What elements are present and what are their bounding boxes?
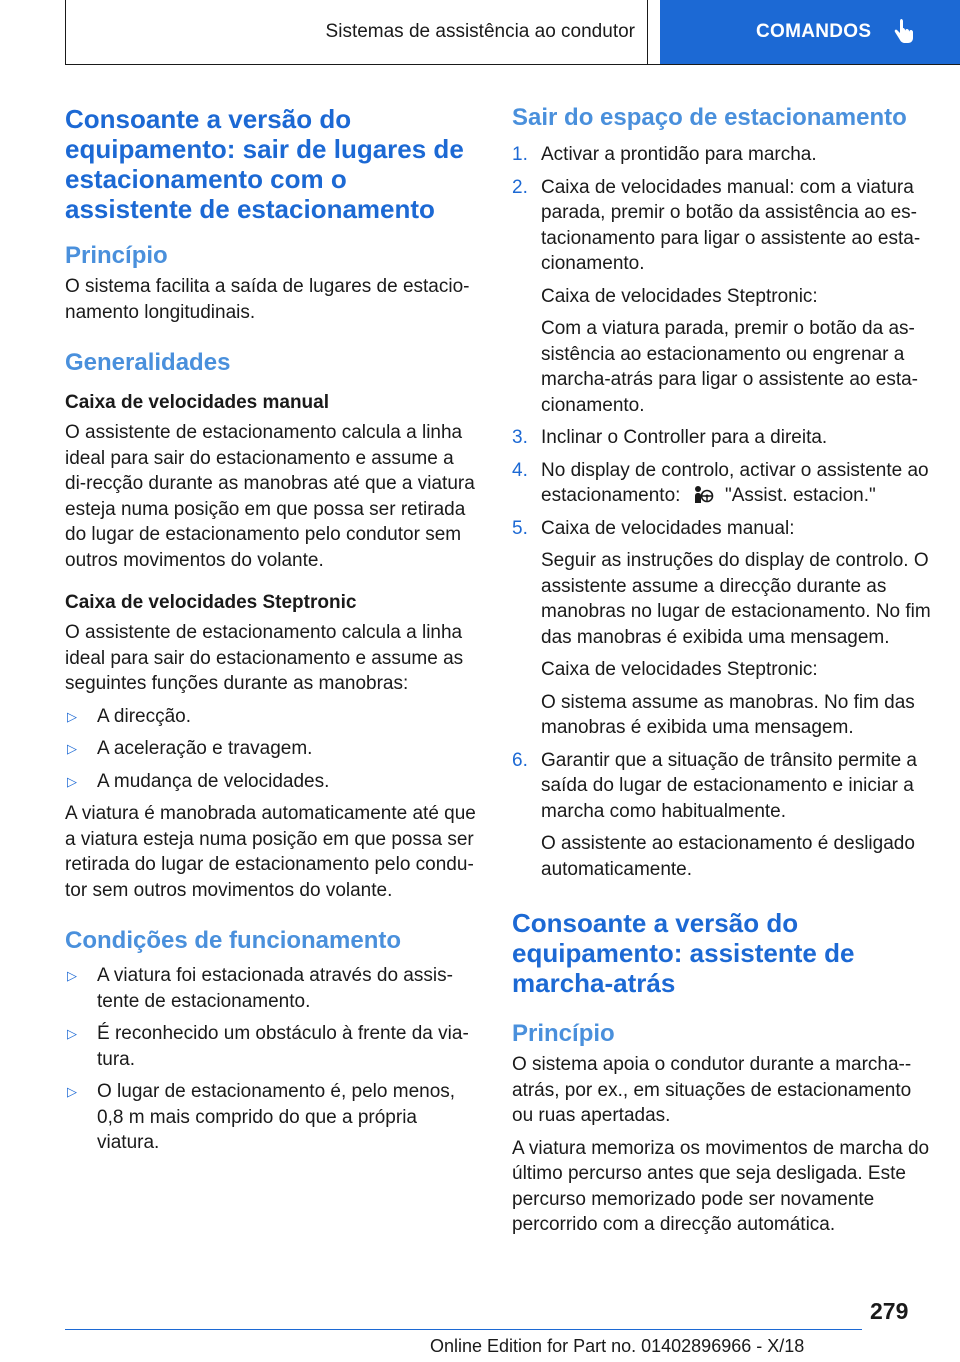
heading-principle-reverse: Princípio <box>512 1020 615 1047</box>
footer-rule <box>65 1329 862 1330</box>
manual-gearbox-text: O assistente de estacionamento calcula a linha ideal para sair do estacionamento e assume a di-recção durante as manobras até que a viatura esteja numa posição em que possa ser retirada do lugar de estacionamento pelo condutor sem outros movimentos do volante. <box>65 422 475 571</box>
list-item: ▷ A direcção. <box>65 704 480 730</box>
heading-manual-gearbox: Caixa de velocidades manual <box>65 392 330 413</box>
hand-pointing-down-icon <box>893 19 915 45</box>
bullet-triangle-icon: ▷ <box>67 1026 77 1041</box>
heading-exit-parking-assistant: Consoante a versão do equipamento: sair de lugares de estacionamento com o assistente de estacionamento <box>65 104 464 224</box>
bullet-triangle-icon: ▷ <box>67 1084 77 1099</box>
header-rule <box>65 64 960 65</box>
heading-principle: Princípio <box>65 242 168 269</box>
conditions-list <box>65 963 480 1156</box>
header-tab-comandos[interactable] <box>660 0 960 64</box>
heading-steptronic: Caixa de velocidades Steptronic <box>65 592 357 613</box>
bullet-triangle-icon: ▷ <box>67 708 77 724</box>
page-number: 279 <box>870 1298 909 1324</box>
step-item: 4. No display de controlo, activar o assistente ao estacionamento: "Assist. estacion." <box>512 459 929 506</box>
step-item: 2. Caixa de velocidades manual: com a viatura parada, premir o botão da assistência ao es-tacionamento para ligar o assistente ao esta-cionamento. Caixa de velocidades Steptronic: Com a viatura parada, premir o botão da as-sistência ao estacionamento ou engrenar a marcha-atrás para ligar o assistente ao esta-cionamento. <box>512 176 921 416</box>
bullet-triangle-icon: ▷ <box>67 773 77 789</box>
header-section-title <box>65 0 648 64</box>
parking-assistant-icon <box>692 484 714 504</box>
step-item: 5. Caixa de velocidades manual: Seguir as instruções do display de controlo. O assistente assume a direcção durante as manobras no lugar de estacionamento. No fim das manobras é exibida uma mensagem. Caixa de velocidades Steptronic: O sistema assume as manobras. No fim das manobras é exibida uma mensagem. <box>512 517 931 738</box>
list-item: ▷ A aceleração e travagem. <box>65 736 480 762</box>
automatic-manoeuvre-text: A viatura é manobrada automaticamente até que a viatura esteja numa posição em que possa ser retirada do lugar de estacionamento pelo condu-tor sem outros movimentos do volante. <box>65 803 476 901</box>
step-item: 3. Inclinar o Controller para a direita. <box>512 427 828 448</box>
heading-exit-parking-space: Sair do espaço de estacionamento <box>512 104 907 131</box>
principle-text: O sistema facilita a saída de lugares de estacio-namento longitudinais. <box>65 276 470 323</box>
section-title: Sistemas de assistência ao condutor <box>325 21 635 42</box>
list-item: ▷ A mudança de velocidades. <box>65 769 480 795</box>
list-item: ▷ O lugar de estacionamento é, pelo menos, 0,8 m mais comprido do que a própria viatura. <box>65 1079 480 1156</box>
list-item: ▷ A viatura foi estacionada através do assis-tente de estacionamento. <box>65 963 480 1014</box>
heading-reverse-assistant: Consoante a versão do equipamento: assistente de marcha-atrás <box>512 908 855 998</box>
reverse-memory-text: A viatura memoriza os movimentos de marcha do último percurso antes que seja desligada. Este percurso memorizado pode ser novamente percorrido com a direcção automática. <box>512 1137 930 1235</box>
tab-label: COMANDOS <box>756 21 872 42</box>
heading-operating-conditions: Condições de funcionamento <box>65 927 402 954</box>
bullet-triangle-icon: ▷ <box>67 968 77 983</box>
reverse-principle-text: O sistema apoia o condutor durante a marcha--atrás, por ex., em situações de estacionamento ou ruas apertadas. <box>512 1054 912 1126</box>
step-item: 6. Garantir que a situação de trânsito permite a saída do lugar de estacionamento e iniciar a marcha como habitualmente. O assistente ao estacionamento é desligado automaticamente. <box>512 749 917 880</box>
steps-list <box>512 142 932 882</box>
steptronic-text: O assistente de estacionamento calcula a linha ideal para sair do estacionamento e assume as seguintes funções durante as manobras: <box>65 622 464 694</box>
right-column <box>512 104 932 1238</box>
list-item: ▷ É reconhecido um obstáculo à frente da via-tura. <box>65 1021 480 1072</box>
heading-general: Generalidades <box>65 349 231 376</box>
left-column <box>65 104 480 1156</box>
bullet-triangle-icon: ▷ <box>67 741 77 756</box>
steptronic-list <box>65 704 480 795</box>
edition-footer: Online Edition for Part no. 01402896966 - X/18 <box>430 1336 805 1356</box>
step-item: 1. Activar a prontidão para marcha. <box>512 144 817 165</box>
